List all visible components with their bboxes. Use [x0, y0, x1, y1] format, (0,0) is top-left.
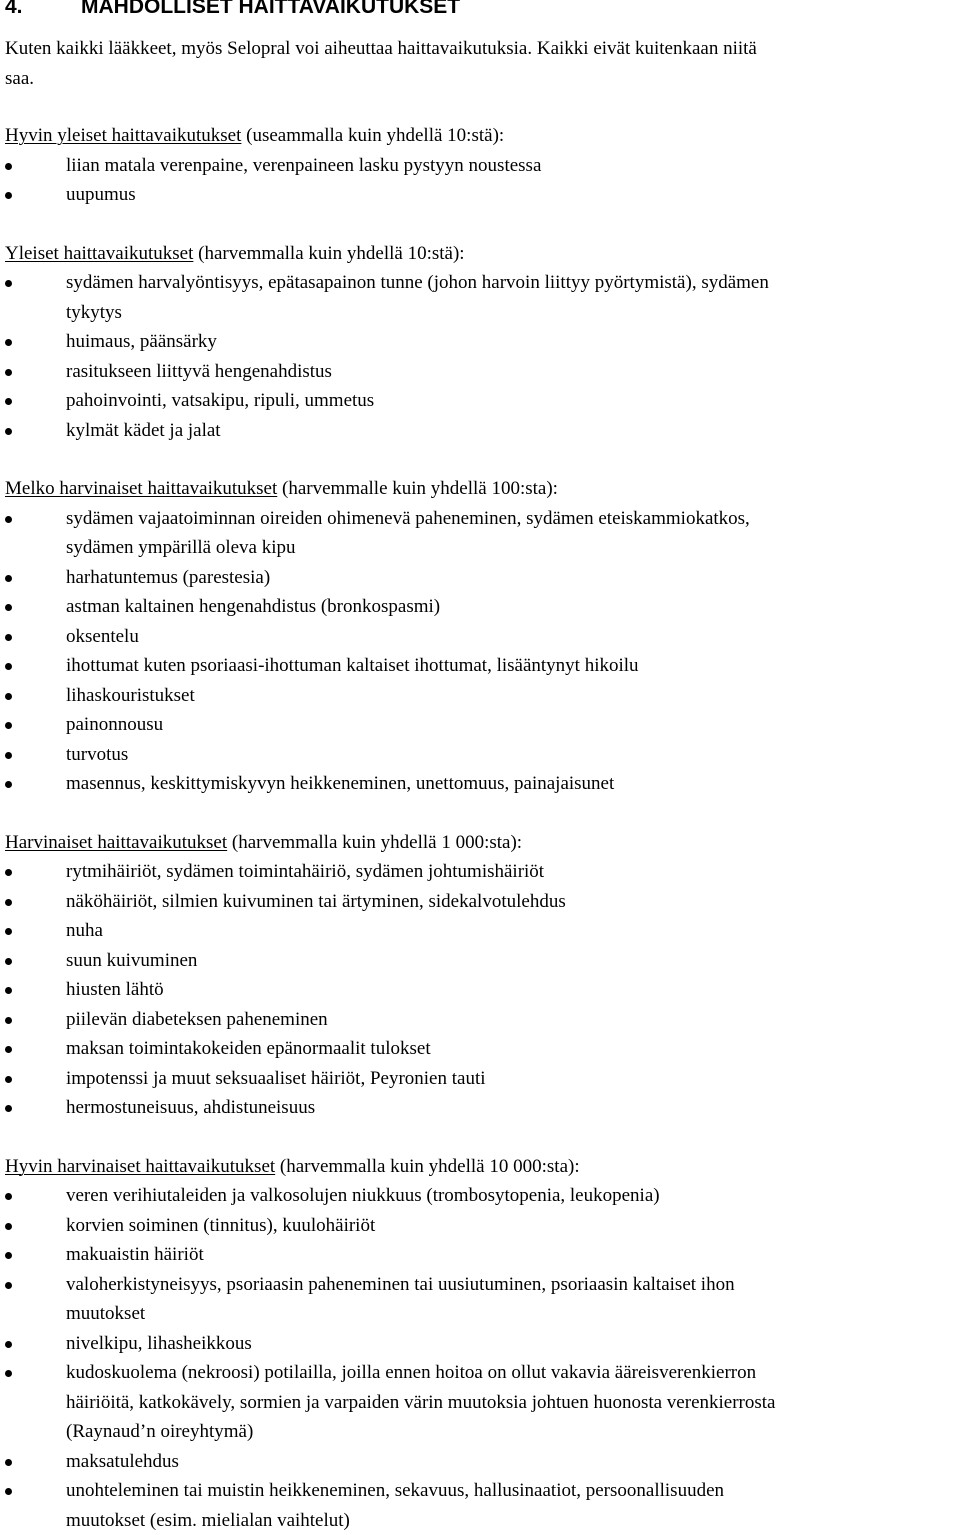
- side-effect-list: [5, 1181, 955, 1535]
- side-effect-line: oksentelu: [66, 622, 955, 652]
- frequency-qualifier: (harvemmalle kuin yhdellä 100:sta):: [277, 478, 558, 499]
- frequency-section: [5, 828, 955, 1123]
- side-effect-line: häiriöitä, katkokävely, sormien ja varpaiden värin muutoksia johtuen huonosta verenkierrosta: [66, 1388, 955, 1418]
- frequency-heading: [5, 121, 955, 151]
- side-effect-item: [5, 740, 955, 770]
- side-effect-line: kylmät kädet ja jalat: [66, 416, 955, 446]
- side-effect-line: rytmihäiriöt, sydämen toimintahäiriö, sydämen johtumishäiriöt: [66, 857, 955, 887]
- side-effect-line: maksan toimintakokeiden epänormaalit tulokset: [66, 1034, 955, 1064]
- frequency-section: [5, 121, 955, 210]
- side-effect-item: [5, 1329, 955, 1359]
- side-effect-item: [5, 416, 955, 446]
- bullet-icon: [5, 722, 12, 729]
- frequency-title: Hyvin harvinaiset haittavaikutukset: [5, 1156, 275, 1177]
- side-effect-line: sydämen harvalyöntisyys, epätasapainon tunne (johon harvoin liittyy pyörtymistä), sydämen: [66, 268, 955, 298]
- side-effect-line: kudoskuolema (nekroosi) potilailla, joilla ennen hoitoa on ollut vakavia ääreisverenkierron: [66, 1358, 955, 1388]
- bullet-icon: [5, 1076, 12, 1083]
- section-heading: [5, 0, 955, 22]
- side-effect-line: tykytys: [66, 298, 955, 328]
- side-effect-line: makuaistin häiriöt: [66, 1240, 955, 1270]
- leaflet-page: [5, 0, 955, 1535]
- bullet-icon: [5, 1341, 12, 1348]
- bullet-icon: [5, 1223, 12, 1230]
- side-effect-item: [5, 1270, 955, 1329]
- side-effect-line: muutokset: [66, 1299, 955, 1329]
- frequency-qualifier: (harvemmalla kuin yhdellä 1 000:sta):: [227, 832, 522, 853]
- bullet-icon: [5, 752, 12, 759]
- intro-paragraph: [5, 34, 955, 93]
- bullet-icon: [5, 693, 12, 700]
- side-effect-item: [5, 622, 955, 652]
- frequency-section: [5, 474, 955, 799]
- side-effect-item: [5, 857, 955, 887]
- frequency-qualifier: (harvemmalla kuin yhdellä 10 000:sta):: [275, 1156, 579, 1177]
- intro-line: Kuten kaikki lääkkeet, myös Selopral voi aiheuttaa haittavaikutuksia. Kaikki eivät kuitenkaan niitä: [5, 34, 955, 64]
- side-effect-line: impotenssi ja muut seksuaaliset häiriöt, Peyronien tauti: [66, 1064, 955, 1094]
- bullet-icon: [5, 1193, 12, 1200]
- side-effect-line: nuha: [66, 916, 955, 946]
- side-effect-item: [5, 887, 955, 917]
- side-effect-line: nivelkipu, lihasheikkous: [66, 1329, 955, 1359]
- bullet-icon: [5, 516, 12, 523]
- bullet-icon: [5, 1017, 12, 1024]
- bullet-icon: [5, 575, 12, 582]
- side-effect-line: turvotus: [66, 740, 955, 770]
- bullet-icon: [5, 280, 12, 287]
- bullet-icon: [5, 163, 12, 170]
- side-effect-item: [5, 1093, 955, 1123]
- side-effect-item: [5, 681, 955, 711]
- side-effect-list: [5, 268, 955, 445]
- side-effect-item: [5, 1064, 955, 1094]
- side-effect-line: sydämen ympärillä oleva kipu: [66, 533, 955, 563]
- side-effect-item: [5, 710, 955, 740]
- side-effect-line: veren verihiutaleiden ja valkosolujen niukkuus (trombosytopenia, leukopenia): [66, 1181, 955, 1211]
- bullet-icon: [5, 781, 12, 788]
- frequency-heading: [5, 828, 955, 858]
- side-effect-item: [5, 268, 955, 327]
- side-effect-line: harhatuntemus (parestesia): [66, 563, 955, 593]
- bullet-icon: [5, 928, 12, 935]
- side-effect-item: [5, 151, 955, 181]
- side-effect-item: [5, 592, 955, 622]
- side-effect-list: [5, 857, 955, 1123]
- bullet-icon: [5, 428, 12, 435]
- bullet-icon: [5, 339, 12, 346]
- frequency-section: [5, 239, 955, 446]
- frequency-qualifier: (harvemmalla kuin yhdellä 10:stä):: [193, 243, 464, 264]
- side-effect-line: rasitukseen liittyvä hengenahdistus: [66, 357, 955, 387]
- frequency-title: Yleiset haittavaikutukset: [5, 243, 193, 264]
- side-effect-line: suun kuivuminen: [66, 946, 955, 976]
- side-effect-line: lihaskouristukset: [66, 681, 955, 711]
- side-effect-line: hermostuneisuus, ahdistuneisuus: [66, 1093, 955, 1123]
- section-title: MAHDOLLISET HAITTAVAIKUTUKSET: [81, 0, 460, 18]
- side-effect-line: korvien soiminen (tinnitus), kuulohäiriöt: [66, 1211, 955, 1241]
- side-effect-line: ihottumat kuten psoriaasi-ihottuman kaltaiset ihottumat, lisääntynyt hikoilu: [66, 651, 955, 681]
- bullet-icon: [5, 869, 12, 876]
- side-effect-line: astman kaltainen hengenahdistus (bronkospasmi): [66, 592, 955, 622]
- side-effect-item: [5, 1034, 955, 1064]
- side-effect-sections: [5, 121, 955, 1535]
- side-effect-item: [5, 916, 955, 946]
- side-effect-item: [5, 975, 955, 1005]
- side-effect-line: (Raynaud’n oireyhtymä): [66, 1417, 955, 1447]
- side-effect-line: sydämen vajaatoiminnan oireiden ohimenevä paheneminen, sydämen eteiskammiokatkos,: [66, 504, 955, 534]
- side-effect-item: [5, 504, 955, 563]
- frequency-title: Hyvin yleiset haittavaikutukset: [5, 125, 241, 146]
- side-effect-item: [5, 180, 955, 210]
- side-effect-line: masennus, keskittymiskyvyn heikkeneminen, unettomuus, painajaisunet: [66, 769, 955, 799]
- bullet-icon: [5, 634, 12, 641]
- side-effect-item: [5, 1447, 955, 1477]
- side-effect-item: [5, 946, 955, 976]
- side-effect-list: [5, 504, 955, 799]
- frequency-qualifier: (useammalla kuin yhdellä 10:stä):: [241, 125, 504, 146]
- side-effect-line: valoherkistyneisyys, psoriaasin paheneminen tai uusiutuminen, psoriaasin kaltaiset ihon: [66, 1270, 955, 1300]
- bullet-icon: [5, 1488, 12, 1495]
- side-effect-line: painonnousu: [66, 710, 955, 740]
- side-effect-item: [5, 651, 955, 681]
- side-effect-list: [5, 151, 955, 210]
- frequency-title: Melko harvinaiset haittavaikutukset: [5, 478, 277, 499]
- section-number: 4.: [5, 0, 81, 22]
- side-effect-line: hiusten lähtö: [66, 975, 955, 1005]
- frequency-heading: [5, 474, 955, 504]
- bullet-icon: [5, 1046, 12, 1053]
- side-effect-line: piilevän diabeteksen paheneminen: [66, 1005, 955, 1035]
- side-effect-item: [5, 1181, 955, 1211]
- side-effect-line: pahoinvointi, vatsakipu, ripuli, ummetus: [66, 386, 955, 416]
- side-effect-line: muutokset (esim. mielialan vaihtelut): [66, 1506, 955, 1535]
- frequency-title: Harvinaiset haittavaikutukset: [5, 832, 227, 853]
- bullet-icon: [5, 1282, 12, 1289]
- side-effect-item: [5, 1358, 955, 1447]
- side-effect-line: liian matala verenpaine, verenpaineen lasku pystyyn noustessa: [66, 151, 955, 181]
- bullet-icon: [5, 398, 12, 405]
- bullet-icon: [5, 1105, 12, 1112]
- side-effect-line: näköhäiriöt, silmien kuivuminen tai ärtyminen, sidekalvotulehdus: [66, 887, 955, 917]
- bullet-icon: [5, 604, 12, 611]
- frequency-heading: [5, 239, 955, 269]
- bullet-icon: [5, 987, 12, 994]
- side-effect-line: uupumus: [66, 180, 955, 210]
- bullet-icon: [5, 1252, 12, 1259]
- intro-line: saa.: [5, 64, 955, 94]
- bullet-icon: [5, 369, 12, 376]
- bullet-icon: [5, 1370, 12, 1377]
- side-effect-item: [5, 386, 955, 416]
- side-effect-item: [5, 563, 955, 593]
- bullet-icon: [5, 958, 12, 965]
- side-effect-line: huimaus, päänsärky: [66, 327, 955, 357]
- side-effect-item: [5, 1240, 955, 1270]
- side-effect-line: unohteleminen tai muistin heikkeneminen, sekavuus, hallusinaatiot, persoonallisuuden: [66, 1476, 955, 1506]
- frequency-section: [5, 1152, 955, 1535]
- side-effect-item: [5, 1211, 955, 1241]
- side-effect-item: [5, 327, 955, 357]
- bullet-icon: [5, 1459, 12, 1466]
- side-effect-line: maksatulehdus: [66, 1447, 955, 1477]
- bullet-icon: [5, 192, 12, 199]
- bullet-icon: [5, 899, 12, 906]
- side-effect-item: [5, 769, 955, 799]
- side-effect-item: [5, 1005, 955, 1035]
- bullet-icon: [5, 663, 12, 670]
- side-effect-item: [5, 357, 955, 387]
- side-effect-item: [5, 1476, 955, 1535]
- frequency-heading: [5, 1152, 955, 1182]
